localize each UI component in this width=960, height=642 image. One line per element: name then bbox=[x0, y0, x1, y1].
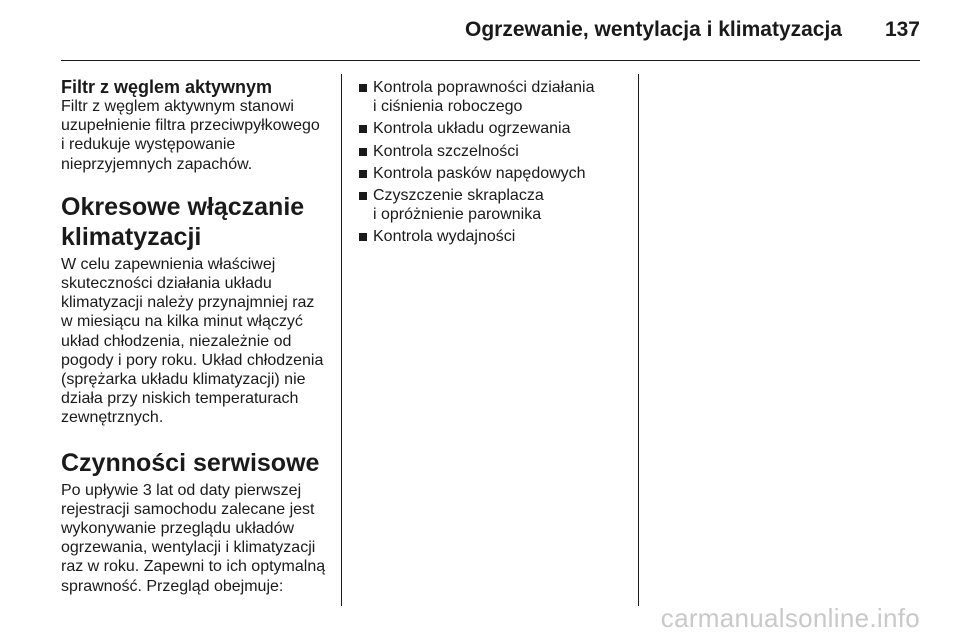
list-item: Kontrola szczelności bbox=[358, 142, 630, 161]
section-body-carbon-filter: Filtr z węglem aktywnym stanowi uzupełnienie filtra przeciwpyłkowego i redukuje występowanie nieprzyjemnych zapachów. bbox=[61, 98, 320, 173]
list-item: Kontrola układu ogrzewania bbox=[358, 119, 630, 138]
section-body-service: Po upływie 3 lat od daty pierwszej rejestracji samochodu zalecane jest wykonywanie przeglądu układów ogrzewania, wentylacji i klimatyzacji raz w roku. Zapewni to ich optymalną sprawność. Przegląd obejmuje: bbox=[61, 481, 326, 595]
left-column bbox=[61, 78, 333, 596]
section-heading-carbon-filter: Filtr z węglem aktywnym bbox=[61, 77, 273, 97]
list-item: Kontrola pasków napędowych bbox=[358, 164, 630, 183]
section-activated-carbon-filter bbox=[61, 78, 333, 174]
list-item: Kontrola wydajności bbox=[358, 227, 630, 246]
page-number: 137 bbox=[884, 18, 920, 41]
right-column bbox=[358, 78, 630, 250]
list-item: Czyszczenie skraplacza i opróżnienie parownika bbox=[358, 186, 630, 224]
header-divider bbox=[61, 60, 920, 61]
list-item: Kontrola poprawności działania i ciśnienia roboczego bbox=[358, 78, 630, 116]
watermark: carmanualsonline.info bbox=[660, 603, 920, 633]
section-body-periodic-ac: W celu zapewnienia właściwej skuteczności działania układu klimatyzacji należy przynajmniej raz w miesiącu na kilka minut włączyć układ chłodzenia, niezależnie od pogody i pory roku. Układ chłodzenia (sprężarka układu klimatyzacji) nie działa przy niskich temperaturach zewnętrznych. bbox=[61, 255, 324, 427]
service-checklist bbox=[358, 78, 630, 247]
section-heading-service: Czynności serwisowe bbox=[61, 448, 320, 477]
column-divider-2 bbox=[638, 74, 639, 606]
section-heading-periodic-ac: Okresowe włączanie klimatyzacji bbox=[61, 192, 305, 251]
column-divider-1 bbox=[341, 74, 342, 606]
section-periodic-ac bbox=[61, 192, 333, 428]
page-header-title: Ogrzewanie, wentylacja i klimatyzacja bbox=[464, 18, 842, 41]
section-service bbox=[61, 448, 333, 596]
